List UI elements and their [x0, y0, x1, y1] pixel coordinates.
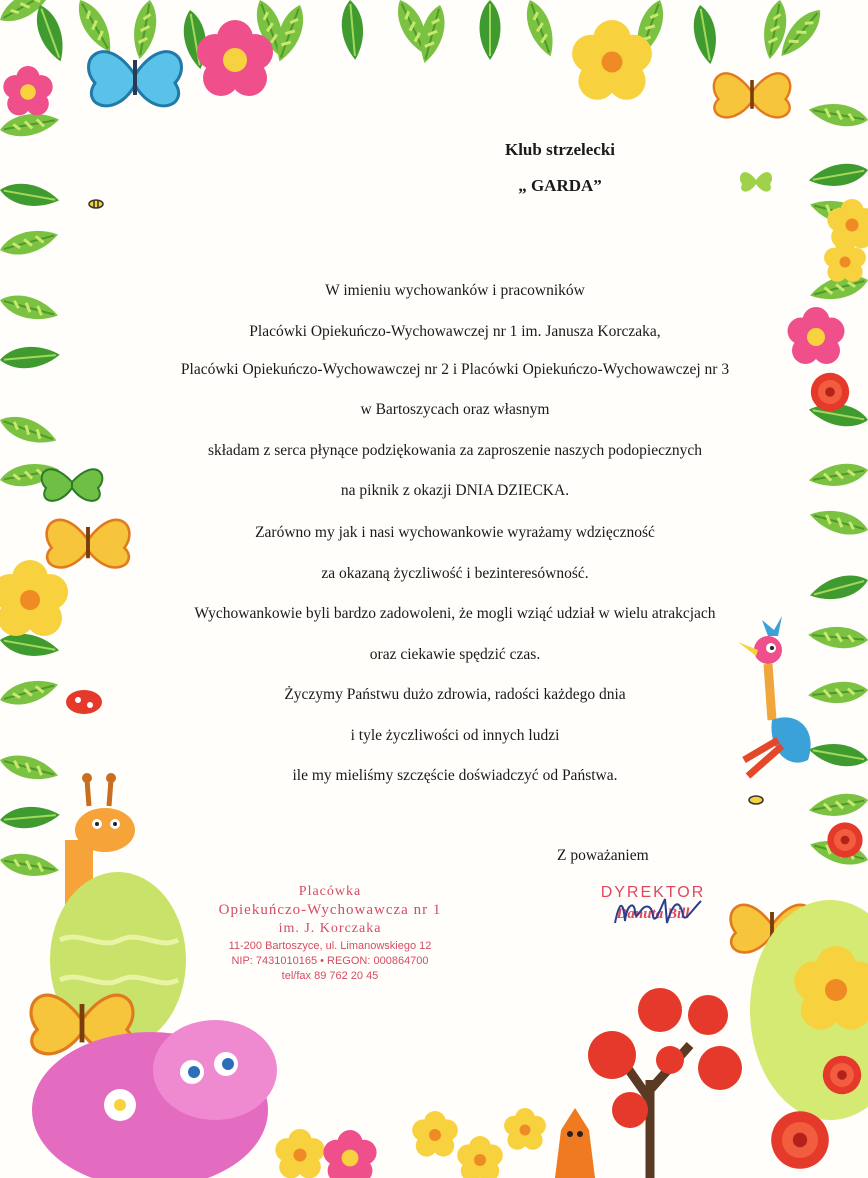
body-line: ile my mieliśmy szczęście doświadczyć od Państwa. — [292, 767, 618, 784]
body-line: Zarówno my jak i nasi wychowankowie wyrażamy wdzięczność — [255, 524, 655, 541]
body-line: Wychowankowie byli bardzo zadowoleni, że mogli wziąć udział w wielu atrakcjach — [194, 605, 716, 622]
body-line: składam z serca płynące podziękowania za zaproszenie naszych podopiecznych — [207, 442, 703, 459]
body-line: oraz ciekawie spędzić czas. — [369, 646, 541, 663]
stamp-line: Placówka — [298, 884, 362, 899]
body-line: Placówki Opiekuńczo-Wychowawczej nr 1 im. Janusza Korczaka, — [249, 323, 661, 340]
title-line-1: Klub strzelecki — [504, 140, 615, 159]
body-line: W imieniu wychowanków i pracowników — [325, 282, 585, 299]
body-line: i tyle życzliwości od innych ludzi — [350, 727, 560, 744]
body-line: na piknik z okazji DNIA DZIECKA. — [340, 482, 570, 499]
body-line: Życzymy Państwu dużo zdrowia, radości każdego dnia — [284, 686, 626, 703]
stamp-line: Opiekuńczo-Wychowawcza nr 1 — [218, 902, 442, 918]
body-line: za okazaną życzliwość i bezinteresówność. — [321, 565, 589, 582]
stamp-line: tel/fax 89 762 20 45 — [281, 970, 379, 982]
stamp-line: im. J. Korczaka — [278, 921, 382, 936]
body-line: w Bartoszycach oraz własnym — [360, 401, 550, 418]
stamp-line: NIP: 7431010165 • REGON: 000864700 — [231, 955, 429, 967]
stamp-line: 11-200 Bartoszyce, ul. Limanowskiego 12 — [228, 940, 432, 952]
closing-text: Z poważaniem — [557, 847, 649, 864]
title-line-2: „ GARDA” — [518, 176, 602, 195]
signature-role: DYREKTOR — [600, 884, 706, 901]
handwritten-signature — [605, 893, 715, 933]
signature-name: Danuta Bill — [616, 906, 690, 922]
body-line: Placówki Opiekuńczo-Wychowawczej nr 2 i Placówki Opiekuńczo-Wychowawczej nr 3 — [180, 361, 730, 378]
institution-stamp — [180, 884, 480, 982]
